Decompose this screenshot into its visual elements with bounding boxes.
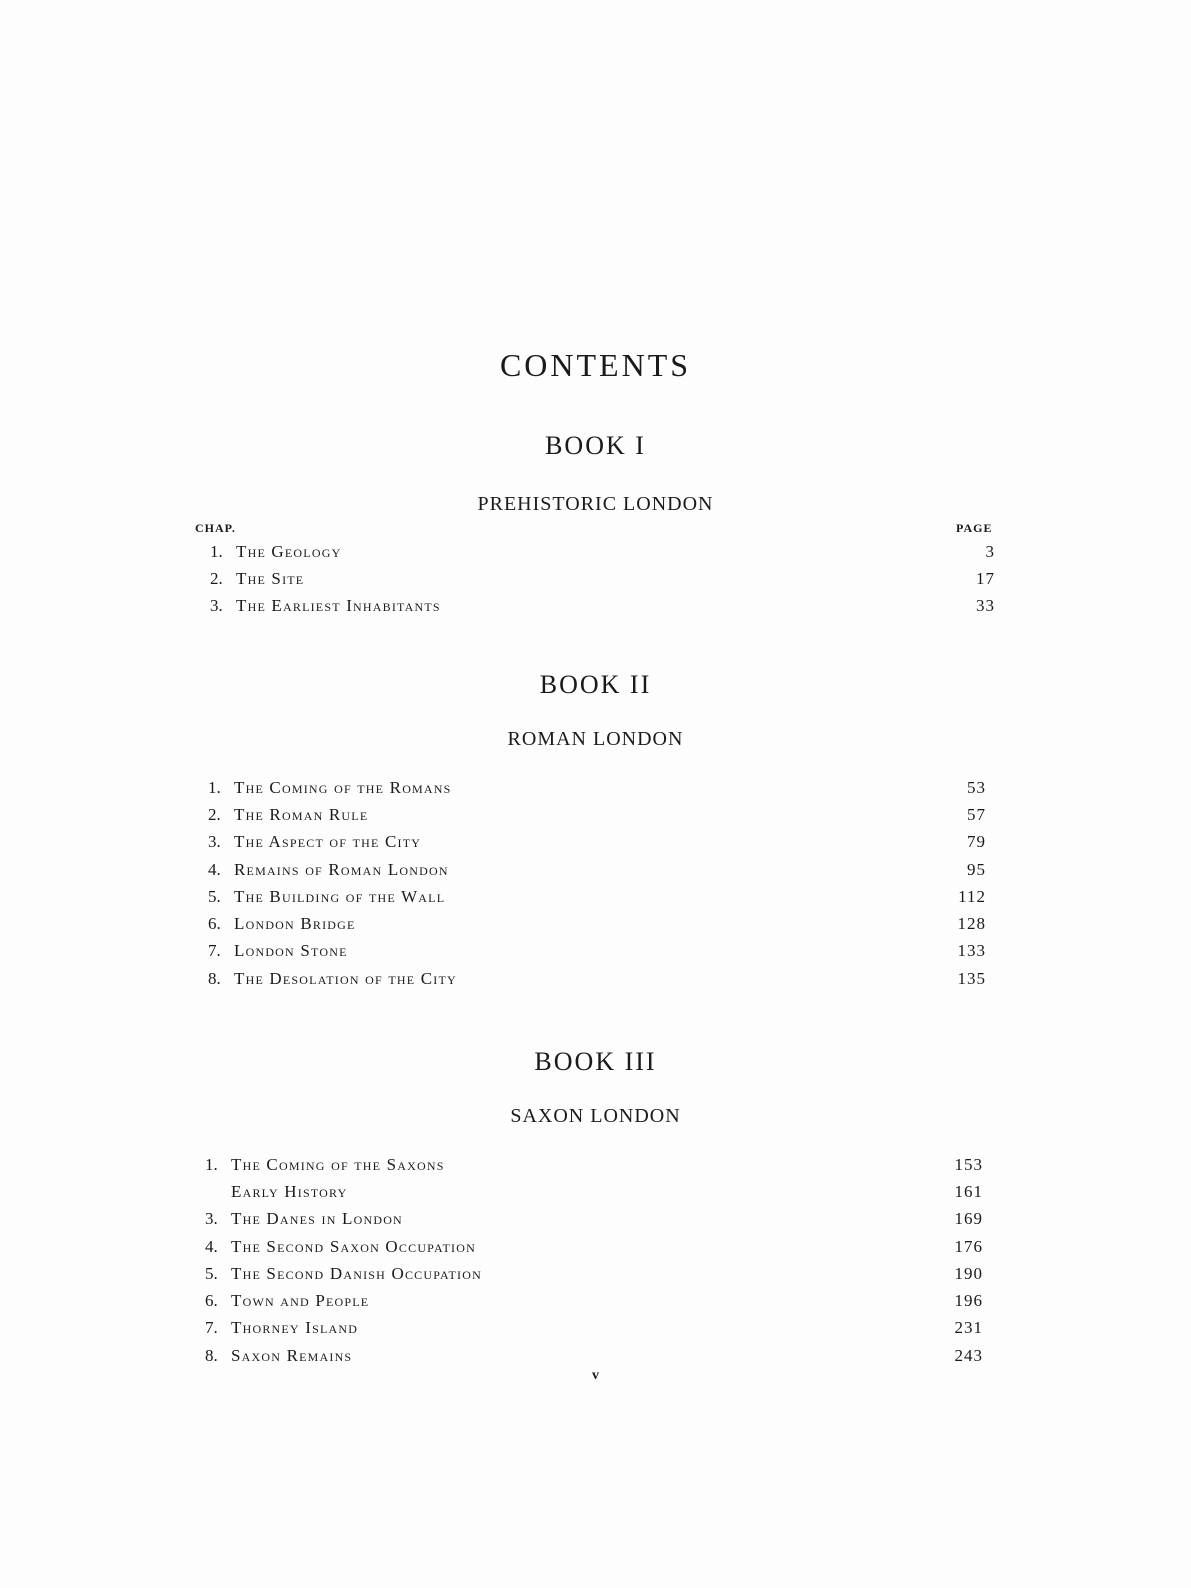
chapter-title: The Second Saxon Occupation (231, 1236, 476, 1256)
chapter-title: The Geology (236, 541, 342, 561)
chapter-number: 7. (208, 941, 221, 961)
chapter-number: 6. (205, 1291, 218, 1311)
toc-entry (208, 883, 986, 910)
toc-entry (205, 1233, 983, 1260)
chapter-title: London Stone (234, 941, 348, 961)
toc-entry (208, 938, 986, 965)
chapter-page: 53 (967, 777, 986, 797)
toc-entry (205, 1178, 983, 1205)
chapter-title: The Earliest Inhabitants (236, 596, 441, 616)
chapter-title: The Second Danish Occupation (231, 1263, 482, 1283)
chapter-title: London Bridge (234, 914, 356, 934)
toc-entry (205, 1342, 983, 1369)
toc-entry (205, 1287, 983, 1314)
book-heading: BOOK II (539, 670, 652, 699)
toc-entry (208, 829, 986, 856)
chapter-page: 190 (954, 1263, 983, 1283)
chapter-page: 169 (954, 1209, 983, 1229)
chapter-page: 153 (954, 1154, 983, 1174)
book-subtitle: SAXON LONDON (510, 1105, 681, 1127)
chapter-number: 3. (208, 832, 221, 852)
chapter-number: 2. (208, 804, 221, 824)
page-folio: v (592, 1368, 599, 1383)
chapter-number: 4. (205, 1236, 218, 1256)
chapter-title: Town and People (231, 1291, 370, 1311)
chapter-number: 3. (205, 1209, 218, 1229)
chapter-number: 4. (208, 859, 221, 879)
chapter-page: 161 (954, 1181, 983, 1201)
chapter-page: 79 (967, 832, 986, 852)
book-subtitle: ROMAN LONDON (507, 728, 684, 750)
chapter-page: 128 (957, 914, 986, 934)
chapter-number: 8. (208, 968, 221, 988)
chapter-title: Thorney Island (231, 1318, 359, 1338)
chapter-title: The Desolation of the City (234, 968, 457, 988)
toc-entry (210, 565, 995, 592)
chapter-title: The Coming of the Saxons (231, 1154, 445, 1174)
chapter-page: 17 (976, 568, 995, 588)
chapter-number: 5. (208, 886, 221, 906)
chapter-page: 176 (954, 1236, 983, 1256)
toc-entry (208, 774, 986, 801)
toc-list (205, 1151, 983, 1369)
chapter-page: 112 (958, 886, 986, 906)
chapter-title: The Aspect of the City (234, 832, 422, 852)
page-column-label: PAGE (956, 521, 993, 535)
page-title: CONTENTS (499, 347, 692, 383)
chapter-number: 1. (208, 777, 221, 797)
chapter-page: 231 (954, 1318, 983, 1338)
toc-entry (205, 1260, 983, 1287)
chapter-title: The Coming of the Romans (234, 777, 452, 797)
toc-entry (208, 910, 986, 937)
toc-entry (208, 801, 986, 828)
chapter-title: The Danes in London (231, 1209, 403, 1229)
toc-entry (208, 965, 986, 992)
book-heading: BOOK III (534, 1047, 657, 1076)
toc-entry (210, 538, 995, 565)
chapter-page: 135 (957, 968, 986, 988)
chapter-title: The Site (236, 568, 305, 588)
chapter-title: Early History (231, 1181, 348, 1201)
chapter-page: 33 (976, 596, 995, 616)
chapter-number: 2. (210, 568, 223, 588)
chapter-page: 95 (967, 859, 986, 879)
toc-entry (205, 1206, 983, 1233)
chapter-number: 1. (210, 541, 223, 561)
chapter-page: 243 (954, 1345, 983, 1365)
chapter-number: 3. (210, 596, 223, 616)
chapter-page: 57 (967, 804, 986, 824)
chapter-title: The Roman Rule (234, 804, 369, 824)
toc-list (208, 774, 986, 992)
toc-list (210, 538, 995, 620)
chapter-title: Remains of Roman London (234, 859, 449, 879)
toc-entry (208, 856, 986, 883)
toc-entry (205, 1151, 983, 1178)
toc-entry (210, 593, 995, 620)
chapter-page: 196 (954, 1291, 983, 1311)
chapter-number: 5. (205, 1263, 218, 1283)
book-subtitle: PREHISTORIC LONDON (477, 493, 714, 515)
book-heading: BOOK I (545, 431, 646, 460)
toc-entry (205, 1315, 983, 1342)
chapter-page: 3 (985, 541, 995, 561)
chapter-number: 7. (205, 1318, 218, 1338)
chapter-title: Saxon Remains (231, 1345, 353, 1365)
chapter-number: 1. (205, 1154, 218, 1174)
chap-column-label: CHAP. (195, 521, 236, 535)
chapter-number: 6. (208, 914, 221, 934)
chapter-title: The Building of the Wall (234, 886, 446, 906)
chapter-number: 8. (205, 1345, 218, 1365)
chapter-page: 133 (957, 941, 986, 961)
